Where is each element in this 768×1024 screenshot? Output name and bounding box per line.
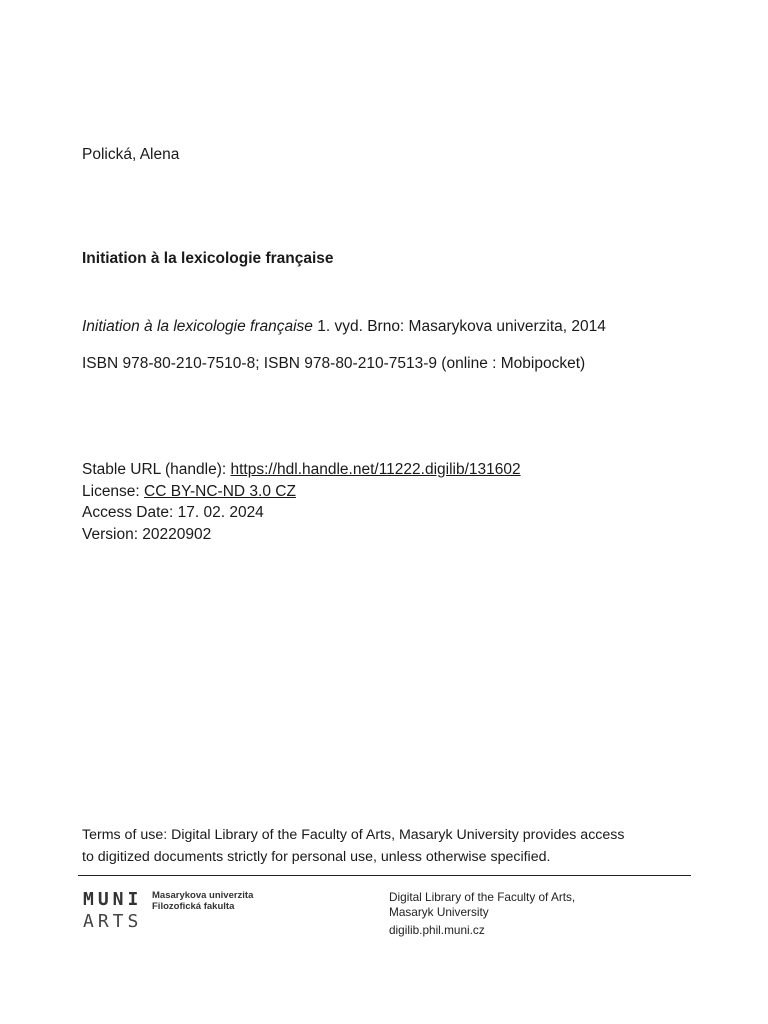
terms-of-use [82,824,692,868]
stable-url-label: Stable URL (handle): [82,461,231,478]
isbn-line: ISBN 978-80-210-7510-8; ISBN 978-80-210-7513-9 (online : Mobipocket) [82,355,586,372]
footer-library [389,890,575,919]
footer-divider [78,875,691,876]
version: Version: 20220902 [82,526,212,544]
logo-institution [152,890,253,912]
citation [82,318,606,336]
stable-url-link[interactable]: https://hdl.handle.net/11222.digilib/131602 [230,461,521,478]
muni-logo-text: MUNI [83,889,143,910]
citation-details: 1. vyd. Brno: Masarykova univerzita, 2014 [312,318,606,335]
citation-title: Initiation à la lexicologie française [82,318,313,335]
access-date: Access Date: 17. 02. 2024 [82,504,264,522]
footer-site-link[interactable]: digilib.phil.muni.cz [389,923,485,937]
license-label: License: [82,482,145,500]
license-link[interactable]: CC BY-NC-ND 3.0 CZ [144,482,296,500]
arts-logo-text: ARTS [83,911,143,932]
terms-line-1: Terms of use: Digital Library of the Faculty of Arts, Masaryk University provides access [82,827,625,843]
stable-url-row [82,459,521,481]
footer-library-line-1: Digital Library of the Faculty of Arts, [389,890,576,904]
logo-university-name: Masarykova univerzita [152,890,254,901]
document-title: Initiation à la lexicologie française [82,250,334,267]
terms-line-2: to digitized documents strictly for personal use, unless otherwise specified. [82,849,551,865]
footer-library-line-2: Masaryk University [389,904,489,919]
license-row [82,481,521,503]
metadata-block [82,459,521,546]
logo-faculty-name: Filozofická fakulta [152,901,235,912]
author-name: Polická, Alena [82,146,180,163]
